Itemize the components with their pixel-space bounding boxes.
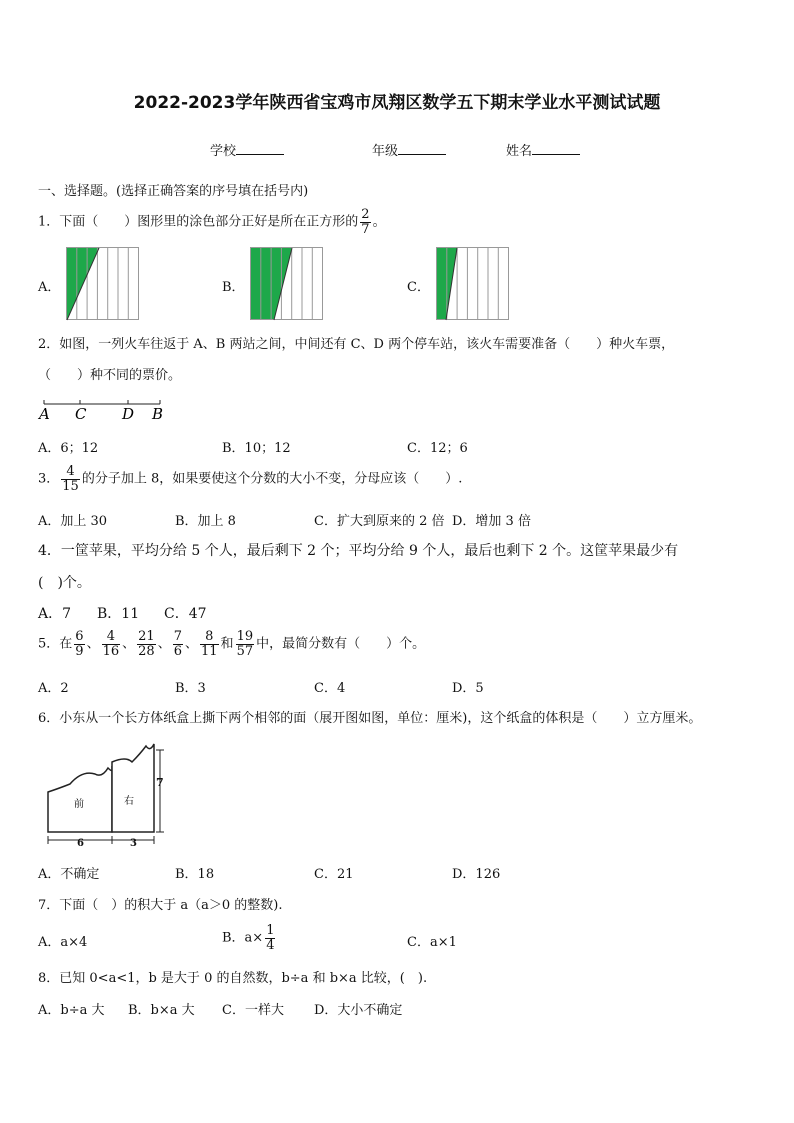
school-label: 学校 [210, 144, 237, 159]
q2-option-b[interactable]: B．10；12 [222, 441, 291, 456]
q7-option-c[interactable]: C．a×1 [407, 935, 457, 950]
question-2-line2: （ ）种不同的票价。 [38, 368, 182, 383]
name-field[interactable] [506, 140, 580, 159]
section-heading: 一、选择题。(选择正确答案的序号填在括号内) [38, 184, 309, 199]
fraction: $\frac{21}{28}$ [138, 629, 155, 659]
width-3-label: 3 [130, 838, 137, 849]
q8-option-b[interactable]: B．b×a 大 [128, 1003, 195, 1018]
q6-option-b[interactable]: B．18 [175, 867, 215, 882]
q4-option-c[interactable]: C．47 [164, 606, 207, 622]
front-face-label: 前 [74, 799, 84, 810]
q5-option-c[interactable]: C．4 [314, 681, 346, 696]
q8-option-c[interactable]: C．一样大 [222, 1003, 284, 1018]
station-b-label: B [152, 405, 164, 423]
q8-option-a[interactable]: A．b÷a 大 [38, 1003, 105, 1018]
question-4-line2: ( )个。 [38, 575, 91, 591]
question-1-text: 1．下面（ ）图形里的涂色部分正好是所在正方形的 [38, 214, 359, 230]
station-c-label: C [75, 405, 87, 423]
name-label: 姓名 [506, 144, 533, 159]
q3-option-b[interactable]: B．加上 8 [175, 514, 236, 529]
question-3-text: 的分子加上 8，如果要使这个分数的大小不变，分母应该（ ）. [81, 471, 463, 487]
page-title: 2022-2023学年陕西省宝鸡市凤翔区数学五下期末学业水平测试试题 [133, 93, 661, 113]
question-1: 1．下面（ ）图形里的涂色部分正好是所在正方形的 $\frac{2}{7}$ 。 [38, 207, 386, 237]
q1-option-b-label[interactable]: B． [222, 280, 245, 295]
q6-option-a[interactable]: A．不确定 [38, 867, 100, 882]
grade-label: 年级 [372, 144, 399, 159]
q1-figure-a[interactable] [66, 247, 140, 321]
q6-option-c[interactable]: C．21 [314, 867, 354, 882]
question-4-line1: 4．一筐苹果，平均分给 5 个人，最后剩下 2 个；平均分给 9 个人，最后也剩下 2 个。这筐苹果最少有 [38, 543, 679, 559]
width-6-label: 6 [77, 838, 84, 849]
question-7: 7．下面（ ）的积大于 a（a＞0 的整数). [38, 898, 283, 913]
q2-option-c[interactable]: C．12；6 [407, 441, 468, 456]
question-8: 8．已知 0<a<1，b 是大于 0 的自然数，b÷a 和 b×a 比较，( ). [38, 971, 428, 986]
q3-option-c[interactable]: C．扩大到原来的 2 倍 [314, 514, 445, 529]
right-face-label: 右 [124, 796, 134, 807]
question-2-line1: 2．如图，一列火车往返于 A、B 两站之间，中间还有 C、D 两个停车站，该火车需要准备（ ）种火车票， [38, 337, 675, 352]
question-6: 6．小东从一个长方体纸盒上撕下两个相邻的面（展开图如图，单位：厘米)，这个纸盒的体积是（ ）立方厘米。 [38, 711, 702, 726]
grade-field[interactable] [372, 140, 446, 159]
question-5: 5．在 $\frac{6}{9}$ 、 $\frac{4}{16}$ 、 $\frac{21}{28}$ 、 $\frac{7}{6}$ 、 $\frac{8}{11}$ 和 $\frac{19}{57}$ 中，最简分数有（ ）个。 [38, 629, 426, 659]
fraction: $\frac{19}{57}$ [236, 629, 254, 659]
question-5-text: 中，最简分数有（ ）个。 [256, 636, 426, 652]
height-7-label: 7 [156, 776, 164, 789]
q5-option-a[interactable]: A．2 [38, 681, 69, 696]
question-3: 3． $\frac{4}{15}$ 的分子加上 8，如果要使这个分数的大小不变，分母应该（ ）. [38, 464, 463, 494]
fraction: $\frac{6}{9}$ [75, 629, 84, 659]
fraction: $\frac{4}{16}$ [102, 629, 120, 659]
q5-option-d[interactable]: D．5 [452, 681, 484, 696]
station-a-label: A [39, 405, 50, 423]
q1-option-c-label[interactable]: C． [407, 280, 430, 295]
q1-figure-b[interactable] [250, 247, 324, 321]
fraction: $\frac{8}{11}$ [201, 629, 218, 659]
q2-option-a[interactable]: A．6；12 [38, 441, 99, 456]
q4-option-a[interactable]: A．7 [38, 606, 72, 622]
fraction: $\frac{7}{6}$ [173, 629, 182, 659]
q4-option-b[interactable]: B．11 [97, 606, 140, 622]
q1-figure-c[interactable] [436, 247, 510, 321]
q1-option-a-label[interactable]: A． [38, 280, 61, 295]
q5-option-b[interactable]: B．3 [175, 681, 206, 696]
q8-option-d[interactable]: D．大小不确定 [314, 1003, 403, 1018]
fraction: $\frac{1}{4}$ [266, 923, 275, 953]
fraction: $\frac{2}{7}$ [361, 207, 370, 237]
station-line-diagram [36, 394, 170, 424]
q6-option-d[interactable]: D．126 [452, 867, 501, 882]
q3-option-a[interactable]: A．加上 30 [38, 514, 108, 529]
box-net-diagram [40, 740, 175, 850]
fraction: $\frac{4}{15}$ [62, 464, 79, 494]
q7-option-a[interactable]: A．a×4 [38, 935, 88, 950]
q7-option-b[interactable]: B．a× $\frac{1}{4}$ [222, 923, 275, 953]
station-d-label: D [122, 405, 135, 423]
q3-option-d[interactable]: D．增加 3 倍 [452, 514, 531, 529]
school-field[interactable] [210, 140, 284, 159]
